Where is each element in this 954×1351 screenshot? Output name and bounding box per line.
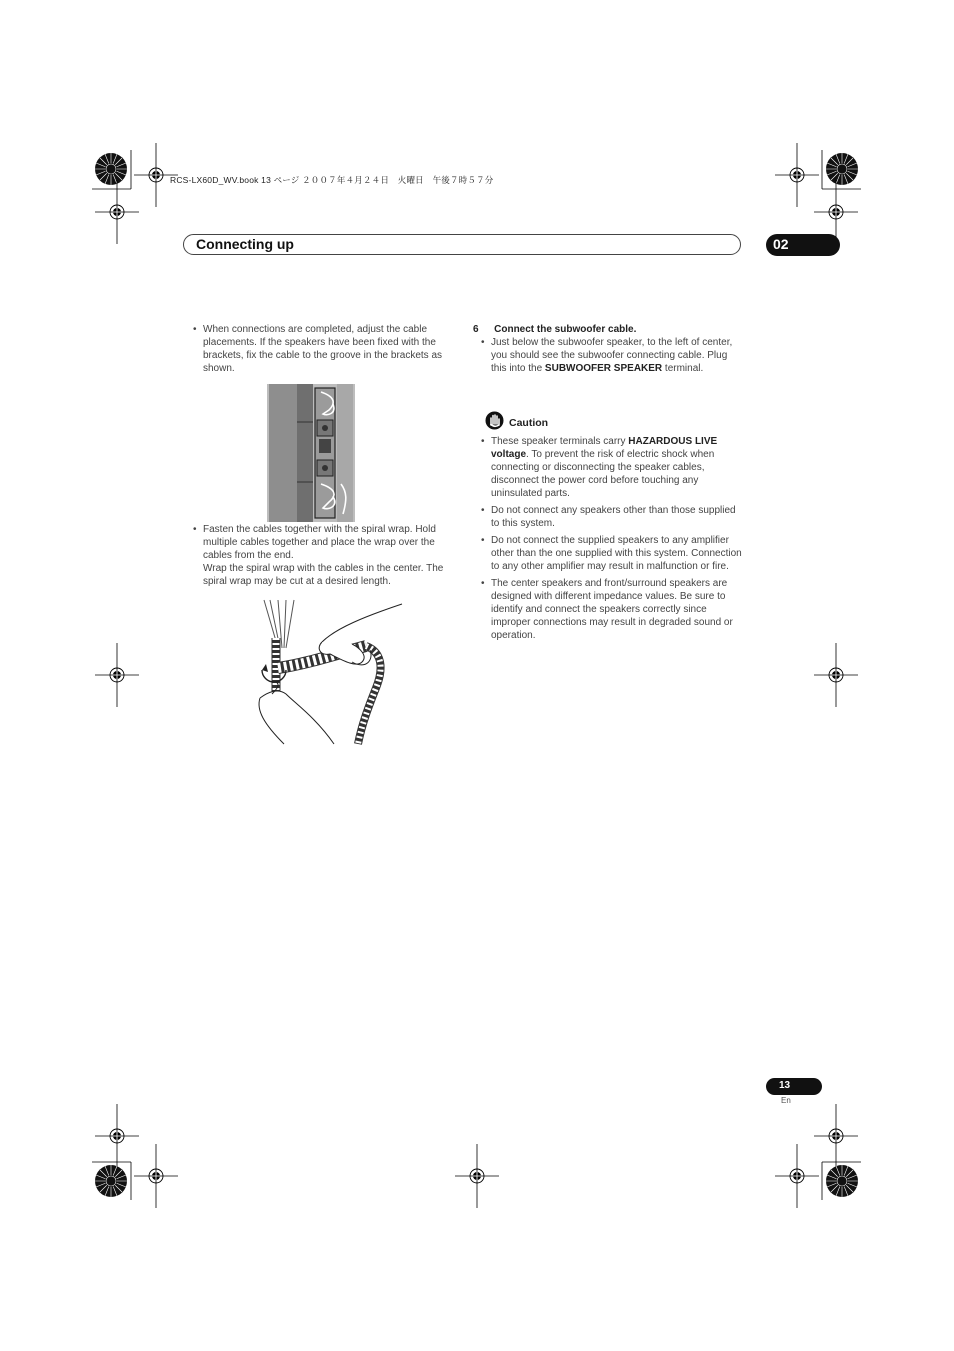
page-number: 13 [779, 1080, 791, 1091]
section-title: Connecting up [196, 236, 294, 252]
bullet-text: Fasten the cables together with the spiral wrap. Hold multiple cables together and place the wrap over the cables from the end. [203, 524, 436, 561]
caution-text: These speaker terminals carry [491, 436, 629, 447]
terminal-name: SUBWOOFER SPEAKER [544, 363, 663, 374]
chapter-tab [766, 234, 840, 256]
left-column-bullet-2 [193, 523, 455, 588]
step-title: Connect the subwoofer cable. [494, 324, 637, 335]
print-header: RCS-LX60D_WV.book 13 ページ ２００７年４月２４日 火曜日 午後７時５７分 [170, 175, 494, 185]
caution-item: • The center speakers and front/surround speakers are designed with different impedance values. Be sure to identify and connect the speakers correctly since improper connections may result in degraded sound or operation. [481, 577, 745, 642]
caution-item: • Do not connect the supplied speakers to any amplifier other than the one supplied with this system. Connection to any other amplifier may result in malfunction or fire. [481, 534, 745, 573]
bullet-item [193, 523, 455, 588]
caution-text: . To prevent the risk of electric shock when connecting or disconnecting the speaker cables, disconnect the power cord before touching any uninsulated parts. [491, 449, 715, 499]
caution-heading [485, 411, 685, 431]
bullet-text: terminal. [662, 363, 704, 374]
chapter-number: 02 [773, 236, 789, 252]
right-column-step [473, 323, 745, 375]
caution-item [481, 435, 745, 500]
caution-title: Caution [509, 417, 549, 429]
step-heading [473, 323, 745, 336]
caution-emphasis: HAZARDOUS LIVE voltage [491, 436, 718, 460]
hand-stop-icon [485, 411, 504, 430]
page-number-tab [766, 1078, 822, 1095]
bracket-cable-illustration [267, 384, 355, 522]
bullet-text: Just below the subwoofer speaker, to the left of center, you should see the subwoofer connecting cable. Plug this into the [491, 337, 733, 374]
caution-list [481, 435, 745, 642]
bullet-item: • When connections are completed, adjust the cable placements. If the speakers have been fixed with the brackets, fix the cable to the groove in the brackets as shown. [193, 323, 455, 375]
step-number: 6 [473, 324, 479, 335]
bullet-item [481, 336, 745, 375]
language-label: En [781, 1096, 791, 1105]
bullet-text: Wrap the spiral wrap with the cables in the center. The spiral wrap may be cut at a desired length. [203, 563, 444, 587]
caution-item: • Do not connect any speakers other than those supplied to this system. [481, 504, 745, 530]
left-column-bullet-1 [193, 323, 455, 375]
spiral-wrap-illustration [256, 598, 406, 745]
